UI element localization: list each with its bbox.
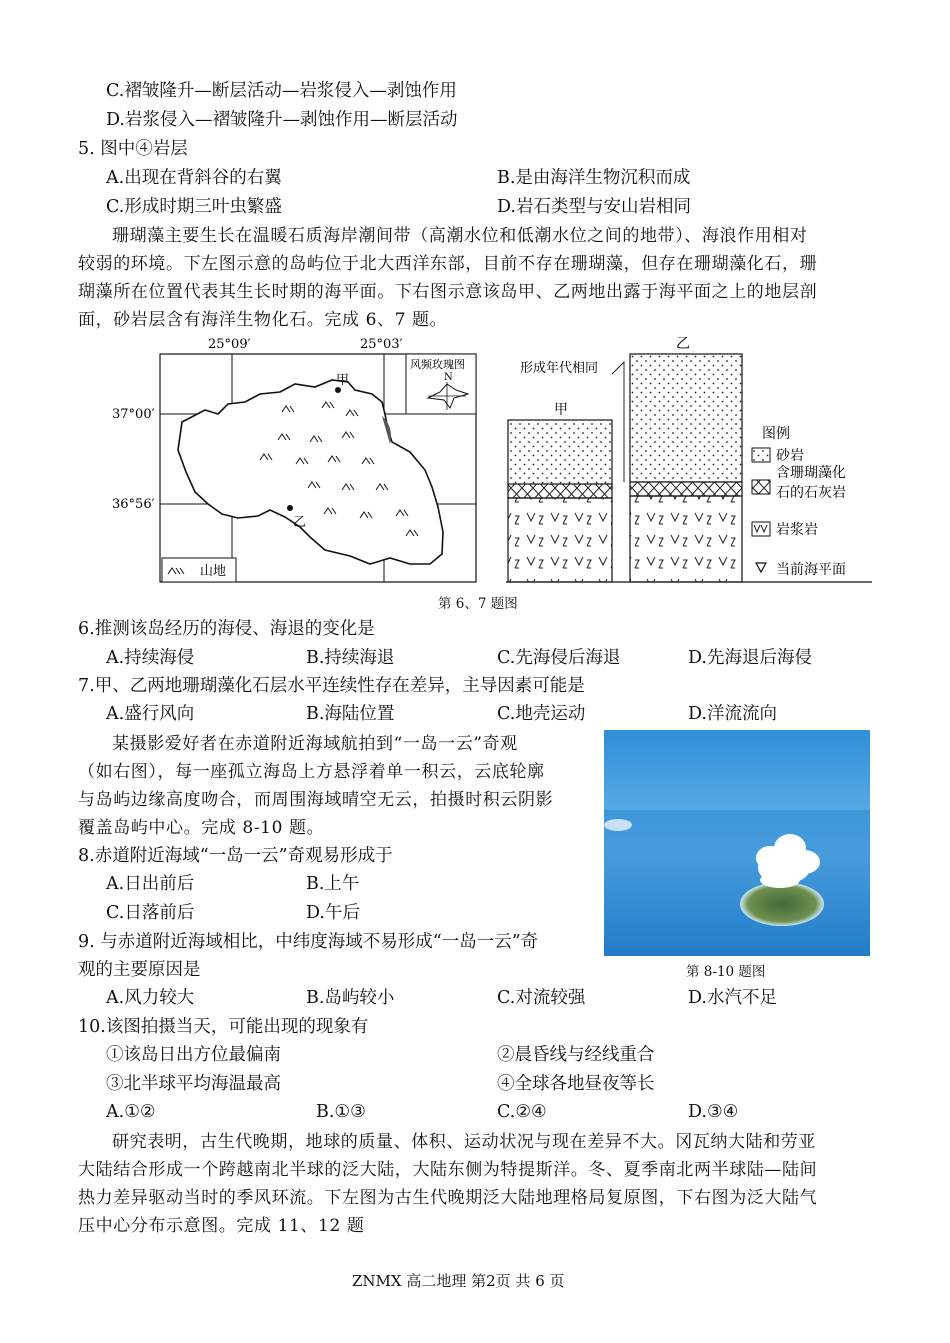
legend-limestone-line2: 石的石灰岩 xyxy=(776,485,846,501)
strata-section xyxy=(500,332,875,588)
q9-option-d: D.水汽不足 xyxy=(688,988,777,1008)
q10-option-a: A.①② xyxy=(106,1102,156,1122)
q10-stem: 10.该图拍摄当天，可能出现的现象有 xyxy=(78,1017,369,1037)
q10-item-3: ③北半球平均海温最高 xyxy=(106,1074,281,1094)
passage3-line2: 大陆结合形成一个跨越南北半球的泛大陆，大陆东侧为特提斯洋。冬、夏季南北两半球陆—陆间 xyxy=(78,1160,818,1180)
q8-option-a: A.日出前后 xyxy=(106,874,195,894)
photo-caption: 第 8-10 题图 xyxy=(686,964,766,980)
q8-stem: 8.赤道附近海域“一岛一云”奇观易形成于 xyxy=(78,846,393,866)
lon-label-2: 25°03′ xyxy=(360,337,403,352)
passage2-line3: 与岛屿边缘高度吻合，而周围海域晴空无云，拍摄时积云阴影 xyxy=(78,790,554,810)
q6-option-c: C.先海侵后海退 xyxy=(497,648,621,668)
island-cloud-photo xyxy=(604,730,870,956)
passage1-line4: 面，砂岩层含有海洋生物化石。完成 6、7 题。 xyxy=(78,310,448,330)
q9-option-a: A.风力较大 xyxy=(106,988,195,1008)
legend-sealevel: 当前海平面 xyxy=(776,562,846,578)
q7-option-c: C.地壳运动 xyxy=(497,704,586,724)
passage1-line2: 较弱的环境。下左图示意的岛屿位于北大西洋东部，目前不存在珊瑚藻，但存在珊瑚藻化石，珊 xyxy=(78,254,818,274)
same-age-label: 形成年代相同 xyxy=(520,361,599,376)
passage1-line1: 珊瑚藻主要生长在温暖石质海岸潮间带（高潮水位和低潮水位之间的地带）、海浪作用相对 xyxy=(112,226,808,246)
legend-limestone-line1: 含珊瑚藻化 xyxy=(776,465,846,481)
q7-stem: 7.甲、乙两地珊瑚藻化石层水平连续性存在差异，主导因素可能是 xyxy=(78,676,585,696)
passage3-line4: 压中心分布示意图。完成 11、12 题 xyxy=(78,1216,365,1236)
q5-option-a: A.出现在背斜谷的右翼 xyxy=(106,168,282,188)
q9-stem-line1: 9. 与赤道附近海域相比，中纬度海域不易形成“一岛一云”奇 xyxy=(78,932,539,952)
q9-stem-line2: 观的主要原因是 xyxy=(78,960,201,980)
q6-option-b: B.持续海退 xyxy=(306,648,395,668)
q5-option-c: C.形成时期三叶虫繁盛 xyxy=(106,197,282,217)
q10-item-1: ①该岛日出方位最偏南 xyxy=(106,1045,281,1065)
q10-item-4: ④全球各地昼夜等长 xyxy=(497,1074,655,1094)
jia-sandstone xyxy=(508,420,612,488)
map-site-a: 甲 xyxy=(336,373,350,388)
section-site-b: 乙 xyxy=(676,336,690,352)
island-map xyxy=(110,332,480,588)
q4-option-d: D.岩浆侵入—褶皱隆升—剥蚀作用—断层活动 xyxy=(106,110,458,130)
jia-igneous xyxy=(508,498,612,582)
sealevel-icon xyxy=(756,563,766,572)
section-site-a: 甲 xyxy=(554,402,568,418)
island-icon xyxy=(740,882,824,926)
q5-option-d: D.岩石类型与安山岩相同 xyxy=(497,197,691,217)
q7-option-d: D.洋流流向 xyxy=(688,704,777,724)
q6-option-a: A.持续海侵 xyxy=(106,648,195,668)
yi-igneous xyxy=(630,496,742,582)
q6-stem: 6.推测该岛经历的海侵、海退的变化是 xyxy=(78,619,375,639)
q10-option-c: C.②④ xyxy=(497,1102,547,1122)
legend-title: 图例 xyxy=(762,426,790,442)
legend-mountain: 山地 xyxy=(200,564,227,579)
lon-label-1: 25°09′ xyxy=(208,337,251,352)
passage1-line3: 瑚藻所在位置代表其生长时期的海平面。下右图示意该岛甲、乙两地出露于海平面之上的地层剖 xyxy=(78,282,818,302)
map-site-b: 乙 xyxy=(293,515,307,530)
passage2-line1: 某摄影爱好者在赤道附近海域航拍到“一岛一云”奇观 xyxy=(112,734,518,754)
q5-option-b: B.是由海洋生物沉积而成 xyxy=(497,168,691,188)
passage3-line1: 研究表明，古生代晚期，地球的质量、体积、运动状况与现在差异不大。冈瓦纳大陆和劳亚 xyxy=(112,1132,816,1152)
q7-option-a: A.盛行风向 xyxy=(106,704,195,724)
legend-igneous: 岩浆岩 xyxy=(776,522,818,538)
q9-option-b: B.岛屿较小 xyxy=(306,988,395,1008)
site-b-dot xyxy=(287,505,293,511)
north-label: N xyxy=(444,372,453,383)
q8-option-b: B.上午 xyxy=(306,874,360,894)
q9-option-c: C.对流较强 xyxy=(497,988,586,1008)
q10-option-b: B.①③ xyxy=(316,1102,366,1122)
q10-item-2: ②晨昏线与经线重合 xyxy=(497,1045,655,1065)
q4-option-c: C.褶皱隆升—断层活动—岩浆侵入—剥蚀作用 xyxy=(106,81,457,101)
passage2-line4: 覆盖岛屿中心。完成 8-10 题。 xyxy=(78,818,325,838)
wind-rose-title: 风频玫瑰图 xyxy=(410,358,465,371)
yi-sandstone xyxy=(630,354,742,482)
lat-label-2: 36°56′ xyxy=(112,497,155,512)
passage3-line3: 热力差异驱动当时的季风环流。下左图为古生代晚期泛大陆地理格局复原图，下右图为泛大陆气 xyxy=(78,1188,818,1208)
q5-stem: 5. 图中④岩层 xyxy=(78,139,188,159)
page-footer: ZNMX 高二地理 第2页 共 6 页 xyxy=(352,1272,565,1290)
q10-option-d: D.③④ xyxy=(688,1102,739,1122)
q8-option-d: D.午后 xyxy=(306,903,360,923)
yi-limestone xyxy=(630,482,742,496)
fig67-caption: 第 6、7 题图 xyxy=(438,596,518,612)
legend-sandstone: 砂岩 xyxy=(776,448,804,464)
q8-option-c: C.日落前后 xyxy=(106,903,195,923)
jia-limestone xyxy=(508,484,612,498)
q7-option-b: B.海陆位置 xyxy=(306,704,395,724)
passage2-line2: （如右图），每一座孤立海岛上方悬浮着单一积云，云底轮廓 xyxy=(78,762,545,782)
q6-option-d: D.先海退后海侵 xyxy=(688,648,812,668)
lat-label-1: 37°00′ xyxy=(112,407,155,422)
